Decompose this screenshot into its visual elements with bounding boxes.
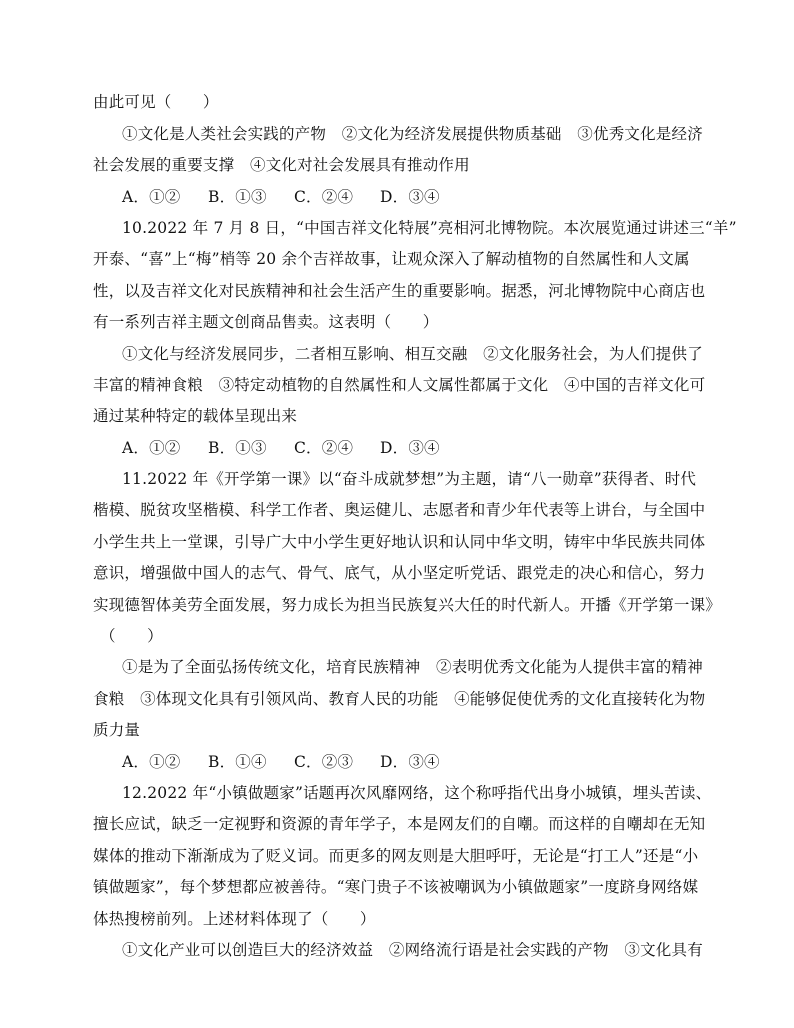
- text-line: 楷模、脱贫攻坚楷模、科学工作者、奥运健儿、志愿者和青少年代表等上讲台，与全国中: [93, 501, 706, 519]
- text-line: 质力量: [93, 721, 141, 739]
- option-b: B．①④: [208, 753, 267, 771]
- answer-options-q11: [122, 752, 440, 772]
- text-line: 镇做题家”，每个梦想都应被善待。“寒门贵子不该被嘲讽为小镇做题家”一度跻身网络媒: [93, 878, 699, 896]
- option-b: B．①③: [208, 439, 267, 457]
- text-line: 由此可见（ ）: [93, 93, 219, 111]
- option-d: D．③④: [380, 188, 440, 206]
- option-a: A．①②: [122, 439, 181, 457]
- text-line: ①文化与经济发展同步，二者相互影响、相互交融 ②文化服务社会，为人们提供了: [122, 345, 703, 363]
- text-line: 实现德智体美劳全面发展，努力成长为担当民族复兴大任的时代新人。开播《开学第一课》: [93, 596, 722, 614]
- text-line: 食粮 ③体现文化具有引领风尚、教育人民的功能 ④能够促使优秀的文化直接转化为物: [93, 690, 706, 708]
- option-d: D．③④: [380, 753, 440, 771]
- text-line: 通过某种特定的载体呈现出来: [93, 407, 298, 425]
- text-line: 意识，增强做中国人的志气、骨气、底气，从小坚定听党话、跟党走的决心和信心，努力: [93, 564, 706, 582]
- text-line: 体热搜榜前列。上述材料体现了（ ）: [93, 910, 376, 928]
- option-a: A．①②: [122, 753, 181, 771]
- text-line: 丰富的精神食粮 ③特定动植物的自然属性和人文属性都属于文化 ④中国的吉祥文化可: [93, 376, 706, 394]
- text-line: 开泰、“喜”上“梅”梢等 20 余个吉祥故事，让观众深入了解动植物的自然属性和人文属: [93, 250, 690, 268]
- answer-options-q9: [122, 187, 440, 207]
- option-a: A．①②: [122, 188, 181, 206]
- text-line: 擅长应试，缺乏一定视野和资源的青年学子，本是网友们的自嘲。而这样的自嘲却在无知: [93, 815, 706, 833]
- question-12-line: 12.2022 年“小镇做题家”话题再次风靡网络，这个称呼指代出身小城镇，埋头苦读、: [122, 784, 712, 802]
- text-line: 有一系列吉祥主题文创商品售卖。这表明（ ）: [93, 313, 439, 331]
- option-c: C．②③: [294, 753, 354, 771]
- question-11-line: 11.2022 年《开学第一课》以“奋斗成就梦想”为主题，请“八一勋章”获得者、时代: [122, 470, 697, 488]
- answer-options-q10: [122, 438, 440, 458]
- option-b: B．①③: [208, 188, 267, 206]
- text-line: 性，以及吉祥文化对民族精神和社会生活产生的重要影响。据悉，河北博物院中心商店也: [93, 282, 706, 300]
- text-line: 小学生共上一堂课，引导广大中小学生更好地认识和认同中华文明，铸牢中华民族共同体: [93, 533, 706, 551]
- option-c: C．②④: [294, 188, 354, 206]
- text-line: ①文化是人类社会实践的产物 ②文化为经济发展提供物质基础 ③优秀文化是经济: [122, 125, 703, 143]
- option-c: C．②④: [294, 439, 354, 457]
- text-line: 媒体的推动下渐渐成为了贬义词。而更多的网友则是大胆呼吁，无论是“打工人”还是“小: [93, 847, 699, 865]
- text-line: 社会发展的重要支撑 ④文化对社会发展具有推动作用: [93, 156, 470, 174]
- option-d: D．③④: [380, 439, 440, 457]
- question-10-line: 10.2022 年 7 月 8 日，“中国吉祥文化特展”亮相河北博物院。本次展览通过讲述三“羊”: [122, 219, 737, 237]
- answer-blank: （ ）: [100, 627, 163, 645]
- text-line: ①文化产业可以创造巨大的经济效益 ②网络流行语是社会实践的产物 ③文化具有: [122, 941, 703, 959]
- text-line: ①是为了全面弘扬传统文化，培育民族精神 ②表明优秀文化能为人提供丰富的精神: [122, 658, 703, 676]
